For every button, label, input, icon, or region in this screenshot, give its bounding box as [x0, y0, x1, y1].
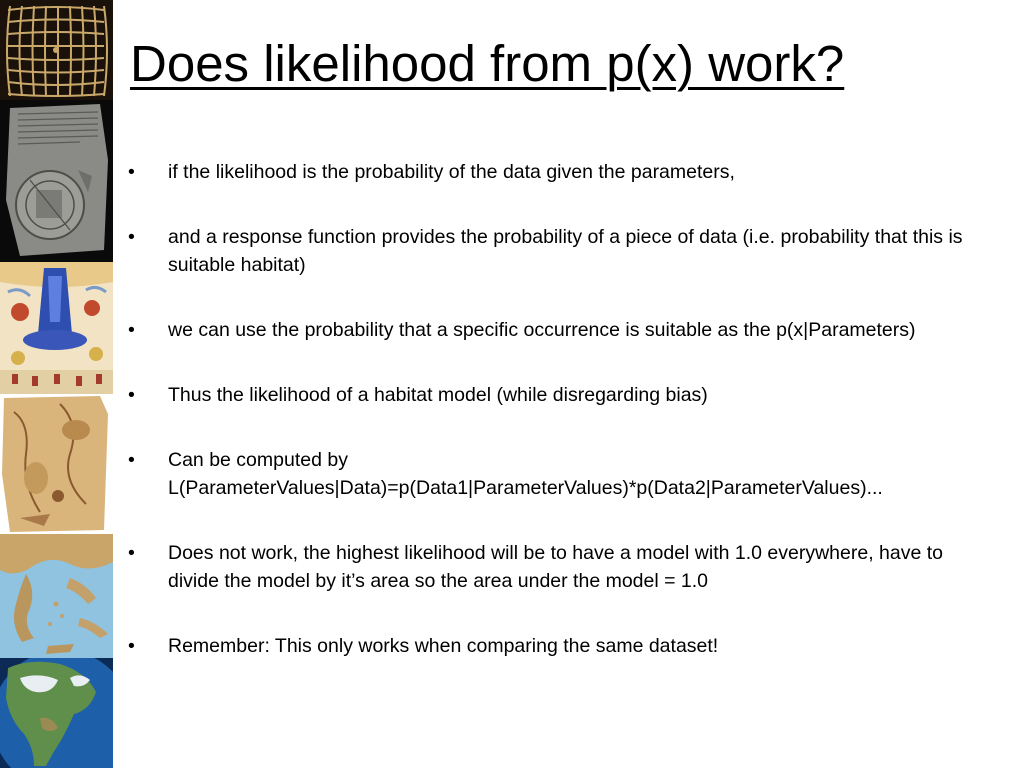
cosmological-map-image: [0, 262, 113, 394]
bullet-glyph: •: [128, 161, 135, 183]
bullet-text: if the likelihood is the probability of the data given the parameters,: [168, 161, 735, 183]
bullet-glyph: •: [128, 449, 135, 471]
bullet-text: and a response function provides the probability of a piece of data (i.e. probability that this is suitable habitat): [168, 226, 963, 276]
bullet-glyph: •: [128, 635, 135, 657]
bullet-item: [128, 158, 998, 186]
bullet-text: we can use the probability that a specific occurrence is suitable as the p(x|Parameters): [168, 319, 916, 341]
bullet-text: Can be computed by L(ParameterValues|Data)=p(Data1|ParameterValues)*p(Data2|ParameterValues)...: [168, 449, 883, 499]
grid-map-image: [0, 0, 113, 100]
bullet-text: Thus the likelihood of a habitat model (while disregarding bias): [168, 384, 708, 406]
bullet-item: [128, 632, 998, 660]
bullet-item: [128, 446, 998, 502]
bullet-item: [128, 223, 998, 279]
slide-title: Does likelihood from p(x) work?: [130, 35, 845, 92]
bullet-glyph: •: [128, 384, 135, 406]
greece-relief-map-image: [0, 534, 113, 658]
bullet-item: [128, 316, 998, 344]
bullet-glyph: •: [128, 542, 135, 564]
bullet-glyph: •: [128, 319, 135, 341]
bullet-text: Does not work, the highest likelihood will be to have a model with 1.0 everywhere, have to divide the model by it’s area so the area under the model = 1.0: [168, 542, 944, 592]
clay-tablet-map-image: [0, 100, 113, 262]
bullet-text: Remember: This only works when comparing the same dataset!: [168, 635, 719, 657]
bullet-item: [128, 539, 998, 595]
north-america-globe-image: [0, 658, 113, 768]
bullet-list: [128, 158, 998, 697]
bullet-item: [128, 381, 998, 409]
bullet-glyph: •: [128, 226, 135, 248]
image-strip: [0, 0, 113, 768]
parchment-map-image: [0, 394, 113, 534]
